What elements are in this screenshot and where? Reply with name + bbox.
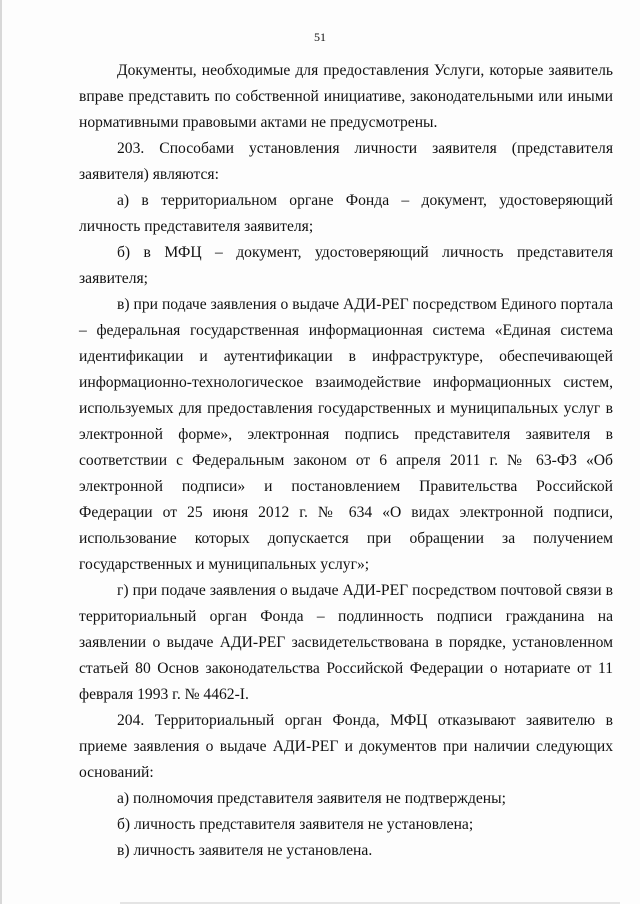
paragraph-204-v: в) личность заявителя не установлена. [117, 842, 373, 859]
paragraph-204-b: б) личность представителя заявителя не установлена; [117, 816, 474, 833]
paragraph-203-g: г) при подаче заявления о выдаче АДИ-РЕГ посредством почтовой связи в территориальный орган Фонда – подлинность подписи гражданина на заявлении о выдаче АДИ-РЕГ засвидетельствована в порядке, установленном статьей 80 Основ законодательства Российской Федерации о нотариате от 11 февраля 1993 г. № 4462-I. [79, 582, 613, 703]
scan-left-edge [0, 0, 2, 904]
paragraph-203-a: а) в территориальном органе Фонда – документ, удостоверяющий личность представителя заявителя; [79, 192, 613, 235]
paragraph-204-refusal-grounds: 204. Территориальный орган Фонда, МФЦ отказывают заявителю в приеме заявления о выдаче АДИ-РЕГ и документов при наличии следующих оснований: [79, 712, 613, 781]
paragraph-204-a: а) полномочия представителя заявителя не подтверждены; [117, 790, 506, 807]
paragraph-203-v: в) при подаче заявления о выдаче АДИ-РЕГ посредством Единого портала – федеральная государственная информационная система «Единая система идентификации и аутентификации в инфраструктуре, обеспечивающей информационно-технологическое взаимодействие информационных систем, используемых для предоставления государственных и муниципальных услуг в электронной форме», электронная подпись представителя заявителя в соответствии с Федеральным законом от 6 апреля 2011 г. № 63-ФЗ «Об электронной подписи» и постановлением Правительства Российской Федерации от 25 июня 2012 г. № 634 «О видах электронной подписи, использование которых допускается при обращении за получением государственных и муниципальных услуг»; [79, 296, 613, 573]
paragraph-documents-not-required: Документы, необходимые для предоставления Услуги, которые заявитель вправе представить по собственной инициативе, законодательными или иными нормативными правовыми актами не предусмотрены. [79, 62, 613, 131]
page-number: 51 [314, 30, 326, 44]
document-body [79, 58, 613, 864]
paragraph-203-identification-methods: 203. Способами установления личности заявителя (представителя заявителя) являются: [79, 140, 613, 183]
paragraph-203-b: б) в МФЦ – документ, удостоверяющий личность представителя заявителя; [79, 244, 613, 287]
